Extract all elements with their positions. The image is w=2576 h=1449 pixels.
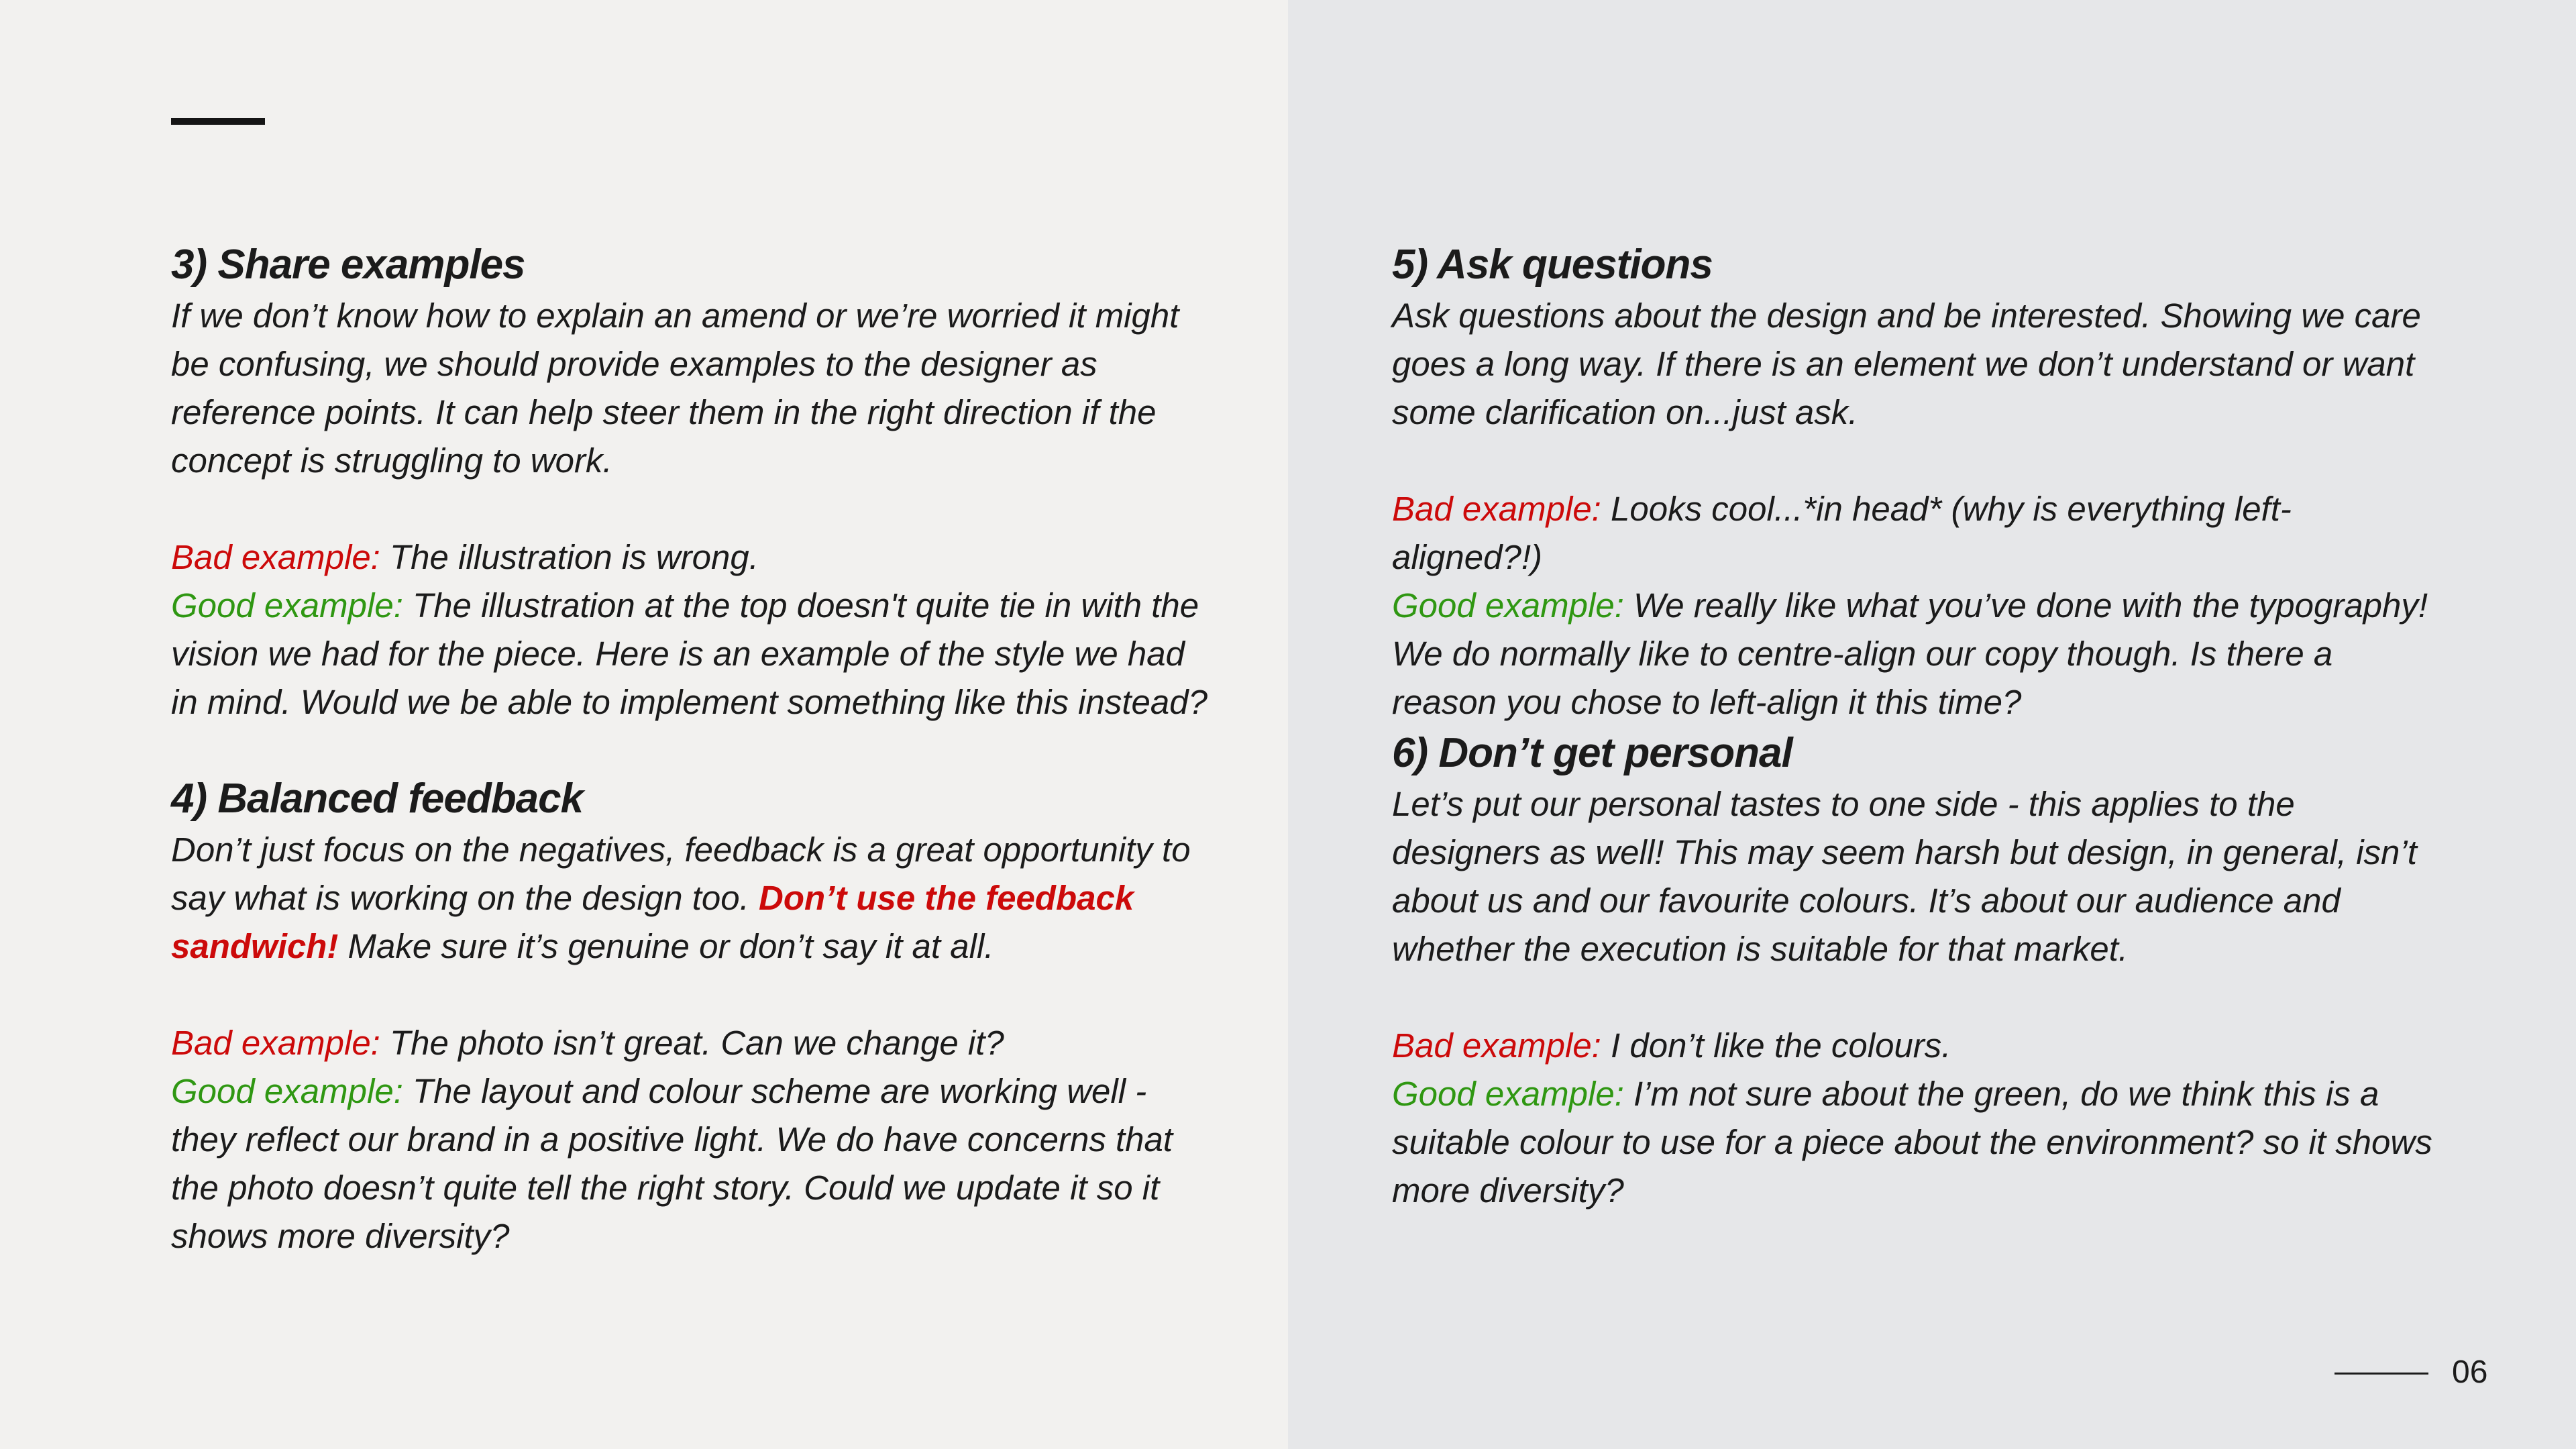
section-title: 4) Balanced feedback bbox=[171, 775, 584, 822]
good-example bbox=[171, 582, 1218, 727]
section-title: 3) Share examples bbox=[171, 241, 525, 288]
bad-example-text: The illustration is wrong. bbox=[380, 538, 759, 576]
bad-example-label: Bad example: bbox=[1392, 490, 1601, 528]
good-example-text: I’m not sure about the green, do we think this is a suitable colour to use for a piece about the environment? so it shows more diversity? bbox=[1392, 1075, 2432, 1210]
good-example-label: Good example: bbox=[171, 586, 403, 625]
section-dont-get-personal bbox=[1392, 727, 2452, 1215]
section-body: If we don’t know how to explain an amend or we’re worried it might be confusing, we should provide examples to the designer as reference points. It can help steer them in the right direction if the concept is struggling to work. bbox=[171, 297, 1179, 480]
bad-example-label: Bad example: bbox=[1392, 1026, 1601, 1065]
bad-example-text: Looks cool...*in head* (why is everything left-aligned?!) bbox=[1392, 490, 2292, 576]
page-number: 06 bbox=[2452, 1354, 2488, 1390]
section-balanced-feedback bbox=[171, 772, 1231, 1260]
bad-example bbox=[1392, 485, 2358, 582]
section-title: 5) Ask questions bbox=[1392, 241, 1713, 288]
section-body: Let’s put our personal tastes to one side - this applies to the designers as well! This may seem harsh but design, in general, isn’t about us and our favourite colours. It’s about our audience and whether the execution is suitable for that market. bbox=[1392, 785, 2417, 968]
bad-example-text: The photo isn’t great. Can we change it? bbox=[380, 1024, 1004, 1062]
bad-example bbox=[1392, 1022, 2452, 1070]
body-intro: Don’t just focus on the negatives, feedback is a great opportunity to say what is working on the design too. bbox=[171, 830, 1191, 917]
section-body bbox=[171, 826, 1224, 971]
section-share-examples bbox=[171, 238, 1231, 727]
good-example bbox=[1392, 582, 2438, 727]
bad-example bbox=[171, 533, 1231, 582]
body-emphasis: Don’t use the feedback sandwich! bbox=[171, 879, 1134, 965]
good-example-label: Good example: bbox=[171, 1072, 403, 1110]
bad-example bbox=[171, 1019, 1231, 1067]
good-example bbox=[171, 1067, 1218, 1260]
good-example-text: The layout and colour scheme are working well - they reflect our brand in a positive light. We do have concerns that the photo doesn’t quite tell the right story. Could we update it so it shows more diversity? bbox=[171, 1072, 1173, 1255]
left-column bbox=[171, 238, 1231, 1260]
bad-example-label: Bad example: bbox=[171, 1024, 380, 1062]
good-example-text: We really like what you’ve done with the typography! We do normally like to centre-align our copy though. Is there a reason you chose to left-align it this time? bbox=[1392, 586, 2428, 721]
footer-rule bbox=[2334, 1373, 2428, 1375]
good-example-label: Good example: bbox=[1392, 586, 1624, 625]
section-title: 6) Don’t get personal bbox=[1392, 730, 1792, 776]
body-outro: Make sure it’s genuine or don’t say it at all. bbox=[338, 927, 994, 965]
bad-example-label: Bad example: bbox=[171, 538, 380, 576]
top-accent-rule bbox=[171, 118, 265, 125]
good-example-label: Good example: bbox=[1392, 1075, 1624, 1113]
section-ask-questions bbox=[1392, 238, 2452, 727]
good-example-text: The illustration at the top doesn't quite tie in with the vision we had for the piece. Here is an example of the style we had in mind. Would we be able to implement something like this instead? bbox=[171, 586, 1208, 721]
good-example bbox=[1392, 1070, 2438, 1215]
bad-example-text: I don’t like the colours. bbox=[1601, 1026, 1951, 1065]
right-column bbox=[1392, 238, 2452, 1215]
section-body: Ask questions about the design and be interested. Showing we care goes a long way. If there is an element we don’t understand or want some clarification on...just ask. bbox=[1392, 297, 2421, 431]
